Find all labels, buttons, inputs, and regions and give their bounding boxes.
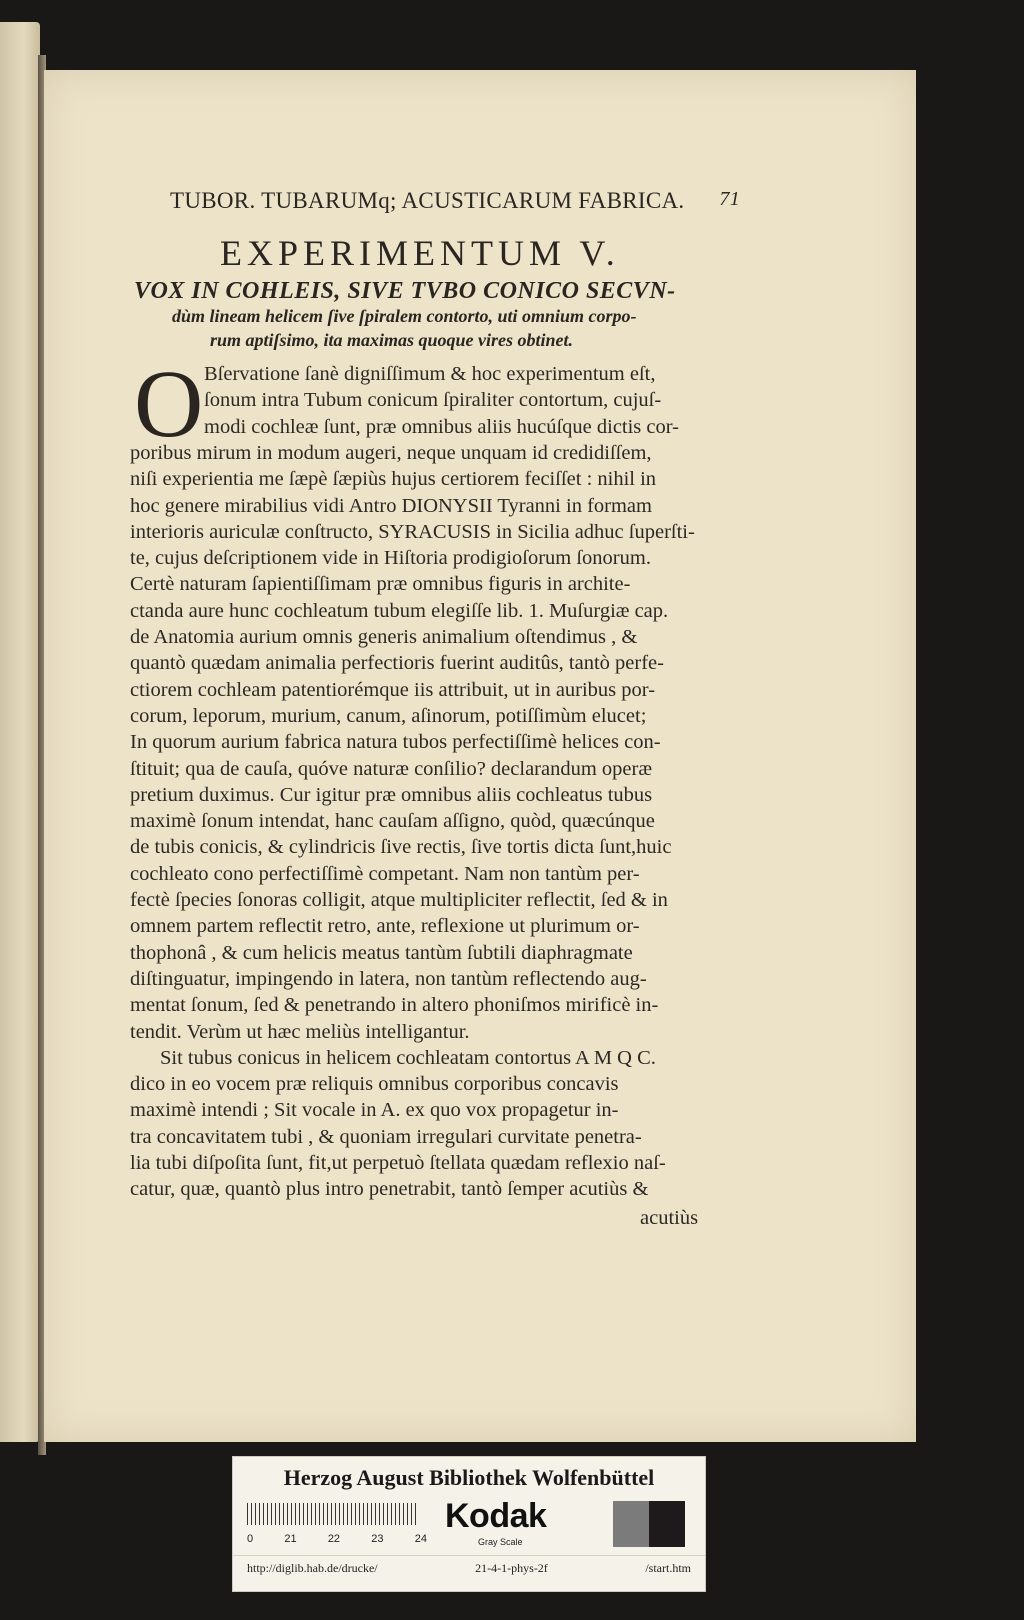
card-divider [233,1555,705,1556]
body-line: Bſervatione ſanè digniſſimum & hoc experimentum eſt, [204,363,656,385]
url-shelfmark: 21-4-1-phys-2f [475,1561,548,1575]
page-number: 71 [719,188,740,210]
body-line: corum, leporum, murium, canum, aſinorum, potiſſimùm elucet; [130,704,647,727]
body-line: thophonâ , & cum helicis meatus tantùm ſubtili diaphragmate [130,941,633,964]
body-line: poribus mirum in modum augeri, neque unquam id credidiſſem, [130,441,652,464]
body-line: Certè naturam ſapientiſſimam præ omnibus figuris in archite- [130,573,631,596]
body-line: fectè ſpecies ſonoras colligit, atque multipliciter reflectit, ſed & in [130,889,668,911]
body-line: omnem partem reflectit retro, ante, reflexione ut plurimum or- [130,915,640,938]
body-line: tra concavitatem tubi , & quoniam irregulari curvitate penetra- [130,1125,642,1148]
subtitle-line-2: dùm lineam helicem ſive ſpiralem contorto, uti omnium corpo- [172,306,637,326]
left-page-edge [0,22,40,1442]
library-card [232,1456,706,1592]
body-line: quantò quædam animalia perfectioris fuerint auditûs, tantò perfe- [130,652,664,675]
body-line: ſtituit; qua de cauſa, quóve naturæ conſilio? declarandum operæ [130,757,653,780]
body-line: niſi experientia me ſæpè ſæpiùs hujus certiorem feciſſet : nihil in [130,468,657,491]
body-line: hoc genere mirabilius vidi Antro DIONYSII Tyranni in formam [130,494,652,517]
ruler-ticks [247,1503,419,1525]
body-line: ctanda aure hunc cochleatum tubum elegiſſe lib. 1. Muſurgiæ cap. [130,599,669,622]
kodak-logo: Kodak [445,1497,547,1535]
body-line: cochleato cono perfectiſſimè competant. Nam non tantùm per- [130,862,640,885]
running-head [170,188,740,214]
body-line: pretium duximus. Cur igitur præ omnibus aliis cochleatus tubus [130,783,653,806]
body-line: maximè intendi ; Sit vocale in A. ex quo vox propagetur in- [130,1099,619,1122]
body-line: de Anatomia aurium omnis generis animalium oſtendimus , & [130,626,638,648]
body-line: maximè ſonum intendat, hanc cauſam aſſigno, quòd, quæcúnque [130,810,655,833]
kodak-subtitle: Gray Scale [478,1537,523,1547]
gray-patch-dark [649,1501,685,1547]
drop-cap-initial: O [134,350,204,457]
running-head-title: TUBOR. TUBARUMq; ACUSTICARUM FABRICA. [170,188,685,213]
subtitle-line-1: VOX IN COHLEIS, SIVE TVBO CONICO SECVN- [134,278,676,304]
ruler-number: 0 [247,1533,254,1545]
book-page [44,70,916,1442]
ruler-number: 23 [371,1533,384,1545]
body-line: dico in eo vocem præ reliquis omnibus corporibus concavis [130,1073,619,1096]
body-line: acutiùs [640,1206,699,1229]
ruler-scale [247,1499,427,1551]
body-line: ſonum intra Tubum conicum ſpiraliter contortum, cujuſ- [204,389,662,412]
body-line: modi cochleæ ſunt, præ omnibus aliis hucúſque dictis cor- [204,415,680,438]
body-line: ctiorem cochleam patentiorémque iis attribuit, ut in auribus por- [130,678,656,701]
ruler-number: 24 [414,1533,427,1545]
subtitle-line-3: rum aptiſsimo, ita maximas quoque vires obtinet. [210,330,574,350]
ruler-number: 21 [284,1533,297,1545]
body-line: mentat ſonum, ſed & penetrando in altero phoniſmos mirificè in- [130,994,659,1017]
ruler-numbers [247,1533,427,1545]
body-line: de tubis conicis, & cylindricis ſive rectis, ſive tortis dicta ſunt,huic [130,836,672,859]
experiment-title: EXPERIMENTUM V. [220,233,620,273]
url-base: http://diglib.hab.de/drucke/ [247,1561,378,1575]
body-line: interioris auriculæ conſtructo, SYRACUSIS in Sicilia adhuc ſuperſti- [130,520,695,543]
url-page: /start.htm [645,1561,691,1575]
body-line: te, cujus deſcriptionem vide in Hiſtoria prodigioſorum ſonorum. [130,547,651,570]
body-line: Sit tubus conicus in helicem cochleatam contortus A M Q C. [160,1046,656,1069]
body-line: catur, quæ, quantò plus intro penetrabit, tantò ſemper acutiùs & [130,1178,649,1201]
body-line: tendit. Verùm ut hæc meliùs intelligantur. [130,1020,470,1043]
body-line: lia tubi diſpoſita ſunt, fit,ut perpetuò ſtellata quædam reflexio naſ- [130,1152,666,1174]
gray-patch-mid [613,1501,649,1547]
card-url [247,1561,691,1576]
body-line: In quorum aurium fabrica natura tubos perfectiſſimè helices con- [130,731,661,754]
ruler-number: 22 [327,1533,341,1545]
library-name: Herzog August Bibliothek Wolfenbüttel [283,1465,655,1490]
body-line: diſtinguatur, impingendo in latera, non tantùm reflectendo aug- [130,967,647,990]
